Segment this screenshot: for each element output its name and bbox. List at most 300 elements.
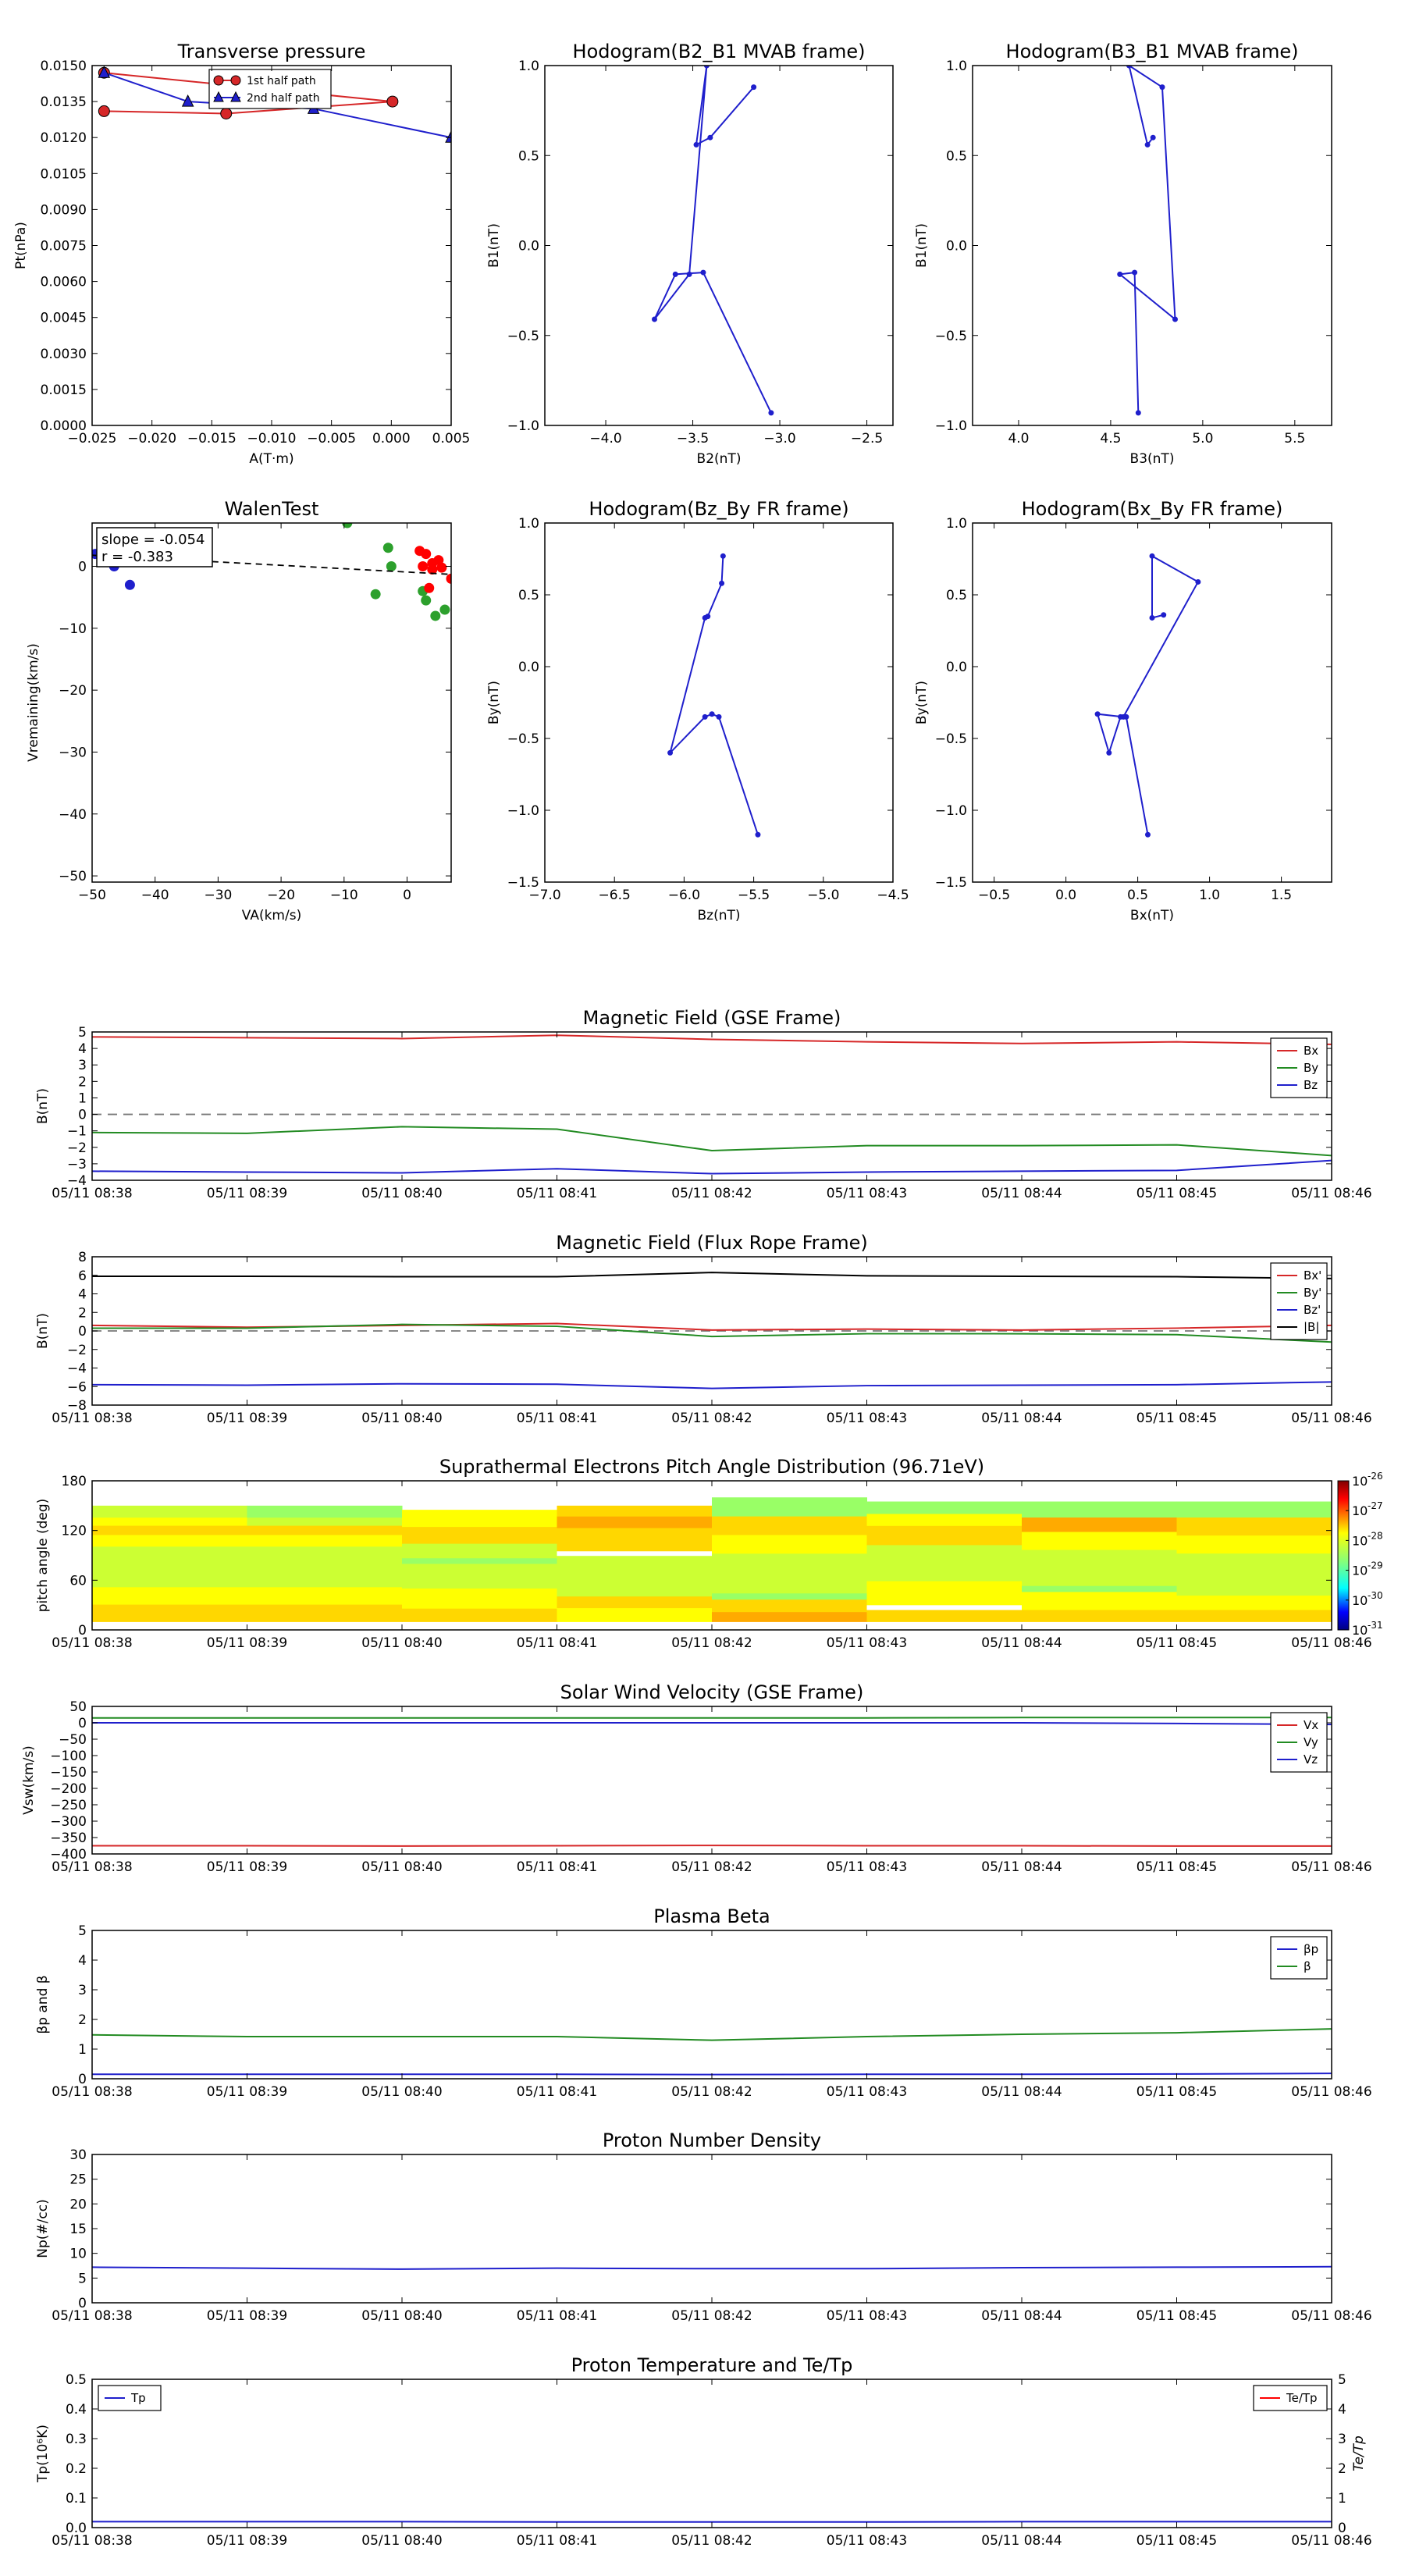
y-tick-label: 0.0	[518, 660, 539, 675]
time-tick-label: 05/11 08:39	[206, 1859, 288, 1875]
y-tick-label: −1	[66, 1123, 87, 1140]
y-tick-label: −0.5	[934, 731, 967, 747]
y-tick-label: 1.0	[518, 59, 539, 74]
heatmap-cell	[1022, 1592, 1177, 1610]
right-y-axis-label: Te/Tp	[1351, 2435, 1367, 2471]
x-tick-label: −4.0	[589, 431, 622, 447]
y-axis-label: Vsw(km/s)	[21, 1745, 37, 1815]
time-tick-label: 05/11 08:42	[671, 1635, 752, 1651]
y-axis-label: Vremaining(km/s)	[26, 643, 41, 762]
time-tick-label: 05/11 08:46	[1291, 2533, 1372, 2549]
plot-area	[1117, 63, 1178, 416]
y-tick-label: −100	[50, 1749, 87, 1764]
y-tick-label-right: 0	[1338, 2521, 1346, 2536]
y-tick-label: −3	[66, 1156, 87, 1172]
time-tick-label: 05/11 08:46	[1291, 1186, 1372, 1201]
plot-frame	[92, 523, 451, 882]
chart-title: Magnetic Field (GSE Frame)	[582, 1007, 841, 1029]
y-tick-label: −400	[50, 1847, 87, 1863]
y-axis-label: Pt(nPa)	[13, 222, 29, 269]
y-axis-label: pitch angle (deg)	[35, 1498, 51, 1613]
y-axis-label: By(nT)	[914, 680, 930, 725]
time-tick-label: 05/11 08:45	[1136, 1859, 1218, 1875]
heatmap-cell	[247, 1587, 403, 1605]
plot-frame	[92, 1930, 1332, 2079]
y-tick-label: 4	[78, 1286, 87, 1303]
heatmap-cell	[247, 1517, 403, 1526]
y-tick-label: 0.0060	[40, 274, 87, 290]
x-tick-label: 1.0	[1199, 888, 1221, 903]
chart-mf_gse	[35, 1007, 1372, 1201]
y-tick-label: 1.0	[945, 516, 967, 532]
hodogram-point	[1150, 553, 1155, 559]
plot-area	[92, 2029, 1332, 2075]
y-tick-label: −1.0	[507, 803, 539, 819]
x-tick-label: −0.005	[307, 431, 357, 447]
heatmap-cell	[867, 1525, 1023, 1545]
series-line	[92, 2029, 1332, 2040]
heatmap-cell	[557, 1516, 713, 1528]
y-tick-label: 0.0030	[40, 346, 87, 362]
plot-frame	[92, 1706, 1332, 1854]
time-tick-label: 05/11 08:38	[52, 1859, 133, 1875]
legend-entry: Vx	[1304, 1718, 1319, 1732]
colorbar-label-base: 10	[1352, 1503, 1368, 1519]
hodogram-point	[673, 272, 678, 277]
x-tick-label: 5.5	[1284, 431, 1306, 447]
legend-entry: |B|	[1304, 1320, 1320, 1334]
heatmap-cell	[1177, 1502, 1332, 1518]
time-tick-label: 05/11 08:42	[671, 1859, 752, 1875]
time-tick-label: 05/11 08:44	[981, 1411, 1062, 1426]
x-tick-label: −5.0	[807, 888, 840, 903]
legend-entry: Bx'	[1304, 1268, 1322, 1283]
y-axis-label: Tp(10⁶K)	[35, 2424, 51, 2483]
y-tick-label-right: 3	[1338, 2432, 1346, 2447]
time-tick-label: 05/11 08:40	[361, 1186, 443, 1201]
hodogram-point	[1195, 579, 1200, 585]
chart-title: Solar Wind Velocity (GSE Frame)	[560, 1681, 864, 1703]
scatter-point	[421, 549, 431, 559]
x-axis-label: VA(km/s)	[241, 908, 302, 923]
time-tick-label: 05/11 08:40	[361, 2533, 443, 2549]
y-tick-label: −50	[59, 869, 87, 885]
x-tick-label: −50	[78, 888, 106, 903]
y-tick-label: −30	[59, 745, 87, 761]
y-tick-label: 0.0135	[40, 94, 87, 111]
hodogram-point	[1117, 272, 1122, 277]
plot-frame	[92, 2154, 1332, 2303]
scatter-point	[386, 561, 397, 571]
scatter-point	[125, 580, 135, 590]
chart-h4	[914, 498, 1332, 923]
time-tick-label: 05/11 08:38	[52, 1635, 133, 1651]
x-tick-label: −0.015	[187, 431, 237, 447]
legend-entry: Vy	[1304, 1735, 1318, 1749]
time-tick-label: 05/11 08:42	[671, 1186, 752, 1201]
heatmap-cell	[1022, 1550, 1177, 1586]
heatmap-cell	[402, 1564, 557, 1589]
hodogram-point	[717, 714, 722, 720]
scatter-point	[418, 561, 428, 571]
plot-area	[92, 2267, 1332, 2269]
time-tick-label: 05/11 08:41	[516, 1411, 598, 1426]
hodogram-line	[1097, 556, 1198, 834]
chart-title: Plasma Beta	[653, 1905, 770, 1927]
series-line	[92, 1845, 1332, 1846]
time-tick-label: 05/11 08:41	[516, 1186, 598, 1201]
legend-entry: Bz'	[1304, 1303, 1321, 1317]
time-tick-label: 05/11 08:38	[52, 1411, 133, 1426]
heatmap-cell	[247, 1525, 403, 1535]
y-tick-label: 0.0	[945, 238, 967, 254]
legend-entry: Bz	[1304, 1078, 1318, 1092]
x-tick-label: −3.5	[676, 431, 710, 447]
heatmap-cell	[712, 1593, 867, 1599]
time-tick-label: 05/11 08:46	[1291, 1635, 1372, 1651]
y-tick-label: 1	[78, 1091, 87, 1107]
annotation-slope: slope = -0.054	[101, 532, 205, 548]
time-tick-label: 05/11 08:44	[981, 1635, 1062, 1651]
x-tick-label: −6.5	[598, 888, 631, 903]
y-tick-label: 0.0	[945, 660, 967, 675]
hodogram-point	[1095, 711, 1101, 717]
series-line	[92, 1161, 1332, 1174]
time-tick-label: 05/11 08:40	[361, 1859, 443, 1875]
y-tick-label: −0.5	[507, 731, 539, 747]
hodogram-point	[702, 714, 708, 720]
x-tick-label: −4.5	[877, 888, 909, 903]
hodogram-point	[755, 832, 760, 838]
y-axis-label: B(nT)	[35, 1087, 51, 1125]
series-line	[92, 2267, 1332, 2269]
legend-entry: 1st half path	[247, 75, 316, 87]
series-marker	[387, 96, 398, 107]
y-axis-label: B(nT)	[35, 1312, 51, 1350]
colorbar-label-exponent: -29	[1368, 1560, 1383, 1571]
y-tick-label: 8	[78, 1250, 87, 1265]
x-tick-label: 0	[403, 888, 411, 903]
heatmap-cell	[557, 1556, 713, 1596]
x-tick-label: 1.5	[1271, 888, 1293, 903]
y-tick-label: −2	[66, 1140, 87, 1156]
y-tick-label: 25	[69, 2172, 87, 2188]
legend-entry: Vz	[1304, 1752, 1318, 1767]
heatmap-cell	[1022, 1610, 1177, 1622]
chart-walen	[26, 498, 457, 923]
legend-entry: 2nd half path	[247, 92, 320, 105]
y-tick-label: 0.0090	[40, 202, 87, 219]
y-tick-label: −150	[50, 1765, 87, 1781]
heatmap-cell	[867, 1545, 1023, 1582]
x-tick-label: 4.0	[1008, 431, 1030, 447]
heatmap-cell	[247, 1604, 403, 1622]
plot-frame	[92, 66, 451, 425]
y-tick-label: −0.5	[934, 328, 967, 344]
hodogram-point	[667, 750, 673, 756]
y-tick-label: 0.3	[65, 2432, 87, 2447]
heatmap-cell	[247, 1506, 403, 1517]
chart-h2	[914, 41, 1332, 467]
y-tick-label: 2	[78, 1074, 87, 1091]
y-tick-label: 0.0150	[40, 59, 87, 74]
y-tick-label: −200	[50, 1781, 87, 1797]
heatmap-cell	[712, 1516, 867, 1535]
y-tick-label: 5	[78, 1923, 87, 1939]
x-axis-label: B2(nT)	[696, 451, 742, 467]
time-tick-label: 05/11 08:43	[826, 1859, 908, 1875]
chart-title: WalenTest	[224, 498, 319, 520]
colorbar-label-exponent: -26	[1368, 1471, 1383, 1482]
time-tick-label: 05/11 08:45	[1136, 1186, 1218, 1201]
heatmap-cell	[712, 1535, 867, 1553]
time-tick-label: 05/11 08:45	[1136, 1411, 1218, 1426]
x-tick-label: −0.5	[977, 888, 1011, 903]
time-tick-label: 05/11 08:39	[206, 1635, 288, 1651]
time-tick-label: 05/11 08:42	[671, 2533, 752, 2549]
time-tick-label: 05/11 08:46	[1291, 1411, 1372, 1426]
y-tick-label: 50	[69, 1699, 87, 1715]
heatmap-cell	[1177, 1517, 1332, 1536]
x-tick-label: −0.010	[247, 431, 297, 447]
heatmap-cell	[92, 1506, 247, 1517]
heatmap-cell	[557, 1551, 713, 1556]
x-tick-label: 5.0	[1192, 431, 1214, 447]
time-tick-label: 05/11 08:44	[981, 2533, 1062, 2549]
time-tick-label: 05/11 08:39	[206, 1411, 288, 1426]
heatmap-cell	[402, 1608, 557, 1622]
heatmap-cell	[1177, 1553, 1332, 1596]
time-tick-label: 05/11 08:43	[826, 1411, 908, 1426]
time-tick-label: 05/11 08:44	[981, 2308, 1062, 2324]
y-tick-label: 0.5	[518, 588, 539, 603]
x-tick-label: −0.020	[127, 431, 177, 447]
time-tick-label: 05/11 08:44	[981, 2084, 1062, 2100]
hodogram-point	[1136, 410, 1141, 415]
time-tick-label: 05/11 08:42	[671, 1411, 752, 1426]
chart-h1	[486, 41, 893, 467]
legend-entry: Bx	[1304, 1044, 1319, 1058]
x-tick-label: −6.0	[667, 888, 701, 903]
plot-area	[667, 553, 760, 838]
hodogram-point	[1161, 612, 1166, 617]
y-tick-label: 10	[69, 2246, 87, 2262]
hodogram-point	[710, 711, 715, 717]
time-tick-label: 05/11 08:40	[361, 1635, 443, 1651]
y-axis-label: B1(nT)	[486, 223, 502, 268]
colorbar-label-base: 10	[1352, 1474, 1368, 1489]
hodogram-point	[707, 135, 713, 141]
time-tick-label: 05/11 08:44	[981, 1859, 1062, 1875]
y-tick-label: 0.5	[945, 588, 967, 603]
x-axis-label: B3(nT)	[1129, 451, 1175, 467]
chart-mf_fr	[35, 1232, 1372, 1426]
time-tick-label: 05/11 08:43	[826, 2308, 908, 2324]
y-tick-label: −50	[59, 1732, 87, 1748]
y-tick-label: −40	[59, 806, 87, 823]
y-axis-label: By(nT)	[486, 680, 502, 725]
series-marker	[98, 105, 109, 116]
y-tick-label: 0	[78, 2072, 87, 2087]
hodogram-point	[694, 142, 699, 148]
y-tick-label: 0.1	[65, 2491, 87, 2507]
chart-beta	[35, 1905, 1372, 2100]
heatmap-cell	[247, 1546, 403, 1587]
legend-entry: βp	[1304, 1942, 1319, 1956]
hodogram-point	[1172, 317, 1178, 322]
x-tick-label: −3.0	[763, 431, 796, 447]
chart-title: Proton Number Density	[602, 2129, 822, 2151]
chart-title: Transverse pressure	[177, 41, 366, 62]
hodogram-line	[1120, 66, 1176, 413]
heatmap-cell	[712, 1553, 867, 1593]
heatmap-cell	[712, 1497, 867, 1516]
heatmap-cell	[712, 1612, 867, 1622]
chart-pad	[35, 1456, 1383, 1651]
y-tick-label: 0.0105	[40, 166, 87, 183]
heatmap-cell	[1177, 1610, 1332, 1622]
plot-frame	[545, 523, 893, 882]
hodogram-point	[1145, 142, 1151, 148]
heatmap-cell	[92, 1517, 247, 1526]
chart-tp	[13, 41, 470, 467]
time-tick-label: 05/11 08:38	[52, 2533, 133, 2549]
time-tick-label: 05/11 08:40	[361, 1411, 443, 1426]
y-tick-label: 2	[78, 1305, 87, 1322]
series-line	[92, 1325, 1332, 1343]
y-tick-label: 0	[78, 1623, 87, 1638]
hodogram-point	[751, 84, 756, 90]
time-tick-label: 05/11 08:41	[516, 1635, 598, 1651]
x-tick-label: −20	[267, 888, 296, 903]
y-tick-label: −2	[66, 1342, 87, 1358]
heatmap-cell	[402, 1588, 557, 1608]
y-tick-label: 0.0120	[40, 130, 87, 147]
plot-area	[652, 63, 774, 416]
hodogram-line	[654, 66, 770, 413]
time-tick-label: 05/11 08:45	[1136, 1635, 1218, 1651]
y-tick-label: 0	[78, 1324, 87, 1340]
x-axis-label: Bx(nT)	[1129, 908, 1175, 923]
chart-h3	[486, 498, 909, 923]
plot-frame	[973, 66, 1332, 425]
legend-entry: By	[1304, 1061, 1319, 1075]
time-tick-label: 05/11 08:43	[826, 1186, 908, 1201]
time-tick-label: 05/11 08:38	[52, 2084, 133, 2100]
y-tick-label: 0	[78, 2296, 87, 2311]
time-tick-label: 05/11 08:42	[671, 2308, 752, 2324]
heatmap-cell	[402, 1543, 557, 1558]
y-tick-label: 1.0	[945, 59, 967, 74]
plot-frame	[92, 2379, 1332, 2528]
x-tick-label: 4.5	[1100, 431, 1122, 447]
y-tick-label: −20	[59, 683, 87, 699]
y-tick-label: 0.5	[945, 148, 967, 165]
y-tick-label: 180	[61, 1474, 87, 1489]
scatter-point	[371, 589, 381, 600]
hodogram-line	[670, 556, 758, 834]
legend-entry: β	[1304, 1959, 1311, 1973]
series-marker	[221, 108, 232, 119]
time-tick-label: 05/11 08:39	[206, 1186, 288, 1201]
time-tick-label: 05/11 08:39	[206, 2084, 288, 2100]
series-line	[92, 1126, 1332, 1155]
y-tick-label: 5	[78, 1025, 87, 1041]
time-tick-label: 05/11 08:43	[826, 1635, 908, 1651]
y-axis-label: Np(#/cc)	[35, 2199, 51, 2258]
colorbar-label-exponent: -28	[1368, 1530, 1383, 1542]
heatmap-cell	[557, 1506, 713, 1517]
y-tick-label: −300	[50, 1814, 87, 1830]
x-tick-label: −5.5	[737, 888, 770, 903]
y-tick-label: 0.2	[65, 2461, 87, 2477]
y-tick-label: −250	[50, 1798, 87, 1813]
scatter-point	[439, 605, 450, 615]
chart-title: Magnetic Field (Flux Rope Frame)	[556, 1232, 868, 1254]
time-tick-label: 05/11 08:41	[516, 1859, 598, 1875]
y-tick-label-right: 5	[1338, 2372, 1346, 2388]
heatmap-cell	[247, 1535, 403, 1546]
y-tick-label: −8	[66, 1398, 87, 1414]
y-tick-label: −350	[50, 1831, 87, 1846]
y-tick-label: 0.5	[518, 148, 539, 165]
chart-title: Suprathermal Electrons Pitch Angle Distribution (96.71eV)	[439, 1456, 985, 1478]
plot-area	[92, 1272, 1332, 1388]
time-tick-label: 05/11 08:46	[1291, 1859, 1372, 1875]
heatmap-cell	[557, 1528, 713, 1551]
scatter-point	[430, 610, 440, 621]
heatmap-cell	[402, 1527, 557, 1544]
y-tick-label: 4	[78, 1041, 87, 1058]
time-tick-label: 05/11 08:40	[361, 2084, 443, 2100]
x-axis-label: Bz(nT)	[697, 908, 741, 923]
x-tick-label: −30	[204, 888, 233, 903]
plot-frame	[545, 66, 893, 425]
y-tick-label: 0.0000	[40, 418, 87, 434]
heatmap-cell	[557, 1608, 713, 1622]
chart-vsw	[21, 1681, 1372, 1875]
chart-title: Proton Temperature and Te/Tp	[571, 2354, 853, 2376]
hodogram-point	[700, 270, 706, 276]
y-tick-label: 15	[69, 2222, 87, 2237]
chart-temp	[35, 2354, 1372, 2549]
y-tick-label: 1.0	[518, 516, 539, 532]
time-tick-label: 05/11 08:45	[1136, 2308, 1218, 2324]
time-tick-label: 05/11 08:46	[1291, 2308, 1372, 2324]
x-tick-label: 0.005	[432, 431, 471, 447]
y-tick-label: 5	[78, 2271, 87, 2287]
time-tick-label: 05/11 08:43	[826, 2084, 908, 2100]
plot-area	[1095, 553, 1201, 838]
y-tick-label: 60	[69, 1573, 87, 1589]
hodogram-point	[1106, 750, 1112, 756]
x-tick-label: −40	[140, 888, 169, 903]
heatmap-cell	[867, 1581, 1023, 1605]
series-line	[92, 1382, 1332, 1388]
x-tick-label: −0.025	[67, 431, 117, 447]
time-tick-label: 05/11 08:41	[516, 2533, 598, 2549]
heatmap-cell	[1022, 1585, 1177, 1592]
y-tick-label: 0.0015	[40, 382, 87, 398]
chart-np	[35, 2129, 1372, 2324]
y-tick-label-right: 2	[1338, 2461, 1346, 2477]
legend-box	[1271, 1937, 1327, 1979]
y-tick-label: 0.5	[65, 2372, 87, 2388]
heatmap-cell	[92, 1546, 247, 1587]
legend-entry: By'	[1304, 1286, 1322, 1300]
time-tick-label: 05/11 08:42	[671, 2084, 752, 2100]
scatter-point	[436, 563, 446, 573]
